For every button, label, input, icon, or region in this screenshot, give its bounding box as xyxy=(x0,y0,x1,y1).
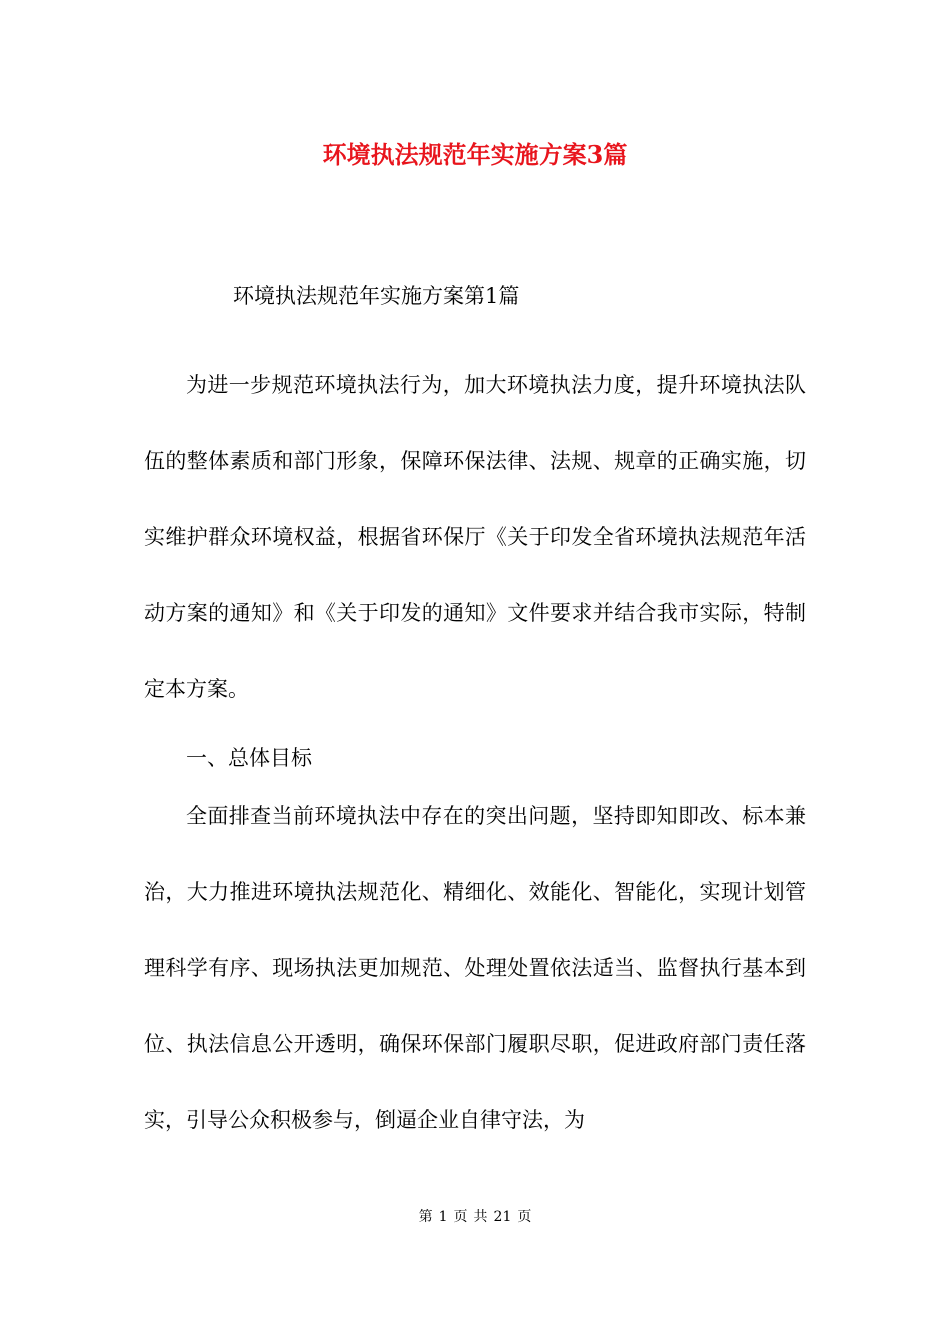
goal-heading: 一、总体目标 xyxy=(186,746,312,770)
page-footer xyxy=(0,1206,950,1228)
footer-total-label: 共 xyxy=(473,1209,488,1225)
footer-page-label: 页 xyxy=(453,1209,468,1225)
footer-current-page: 1 xyxy=(438,1209,448,1225)
footer-total-pages: 21 xyxy=(493,1209,512,1225)
footer-prefix: 第 xyxy=(418,1209,433,1225)
goal-paragraph: 全面排查当前环境执法中存在的突出问题，坚持即知即改、标本兼治，大力推进环境执法规范化、精细化、效能化、智能化，实现计划管理科学有序、现场执法更加规范、处理处置依法适当、监督执行基本到位、执法信息公开透明，确保环保部门履职尽职，促进政府部门责任落实，引导公众积极参与，倒逼企业自律守法，为 xyxy=(144,804,806,1132)
document-title: 环境执法规范年实施方案3篇 xyxy=(322,140,628,169)
section-heading: 环境执法规范年实施方案第1篇 xyxy=(233,284,520,308)
intro-paragraph: 为进一步规范环境执法行为，加大环境执法力度，提升环境执法队伍的整体素质和部门形象，保障环保法律、法规、规章的正确实施，切实维护群众环境权益，根据省环保厅《关于印发全省环境执法规范年活动方案的通知》和《关于印发的通知》文件要求并结合我市实际，特制定本方案。 xyxy=(144,373,806,701)
footer-suffix: 页 xyxy=(517,1209,532,1225)
